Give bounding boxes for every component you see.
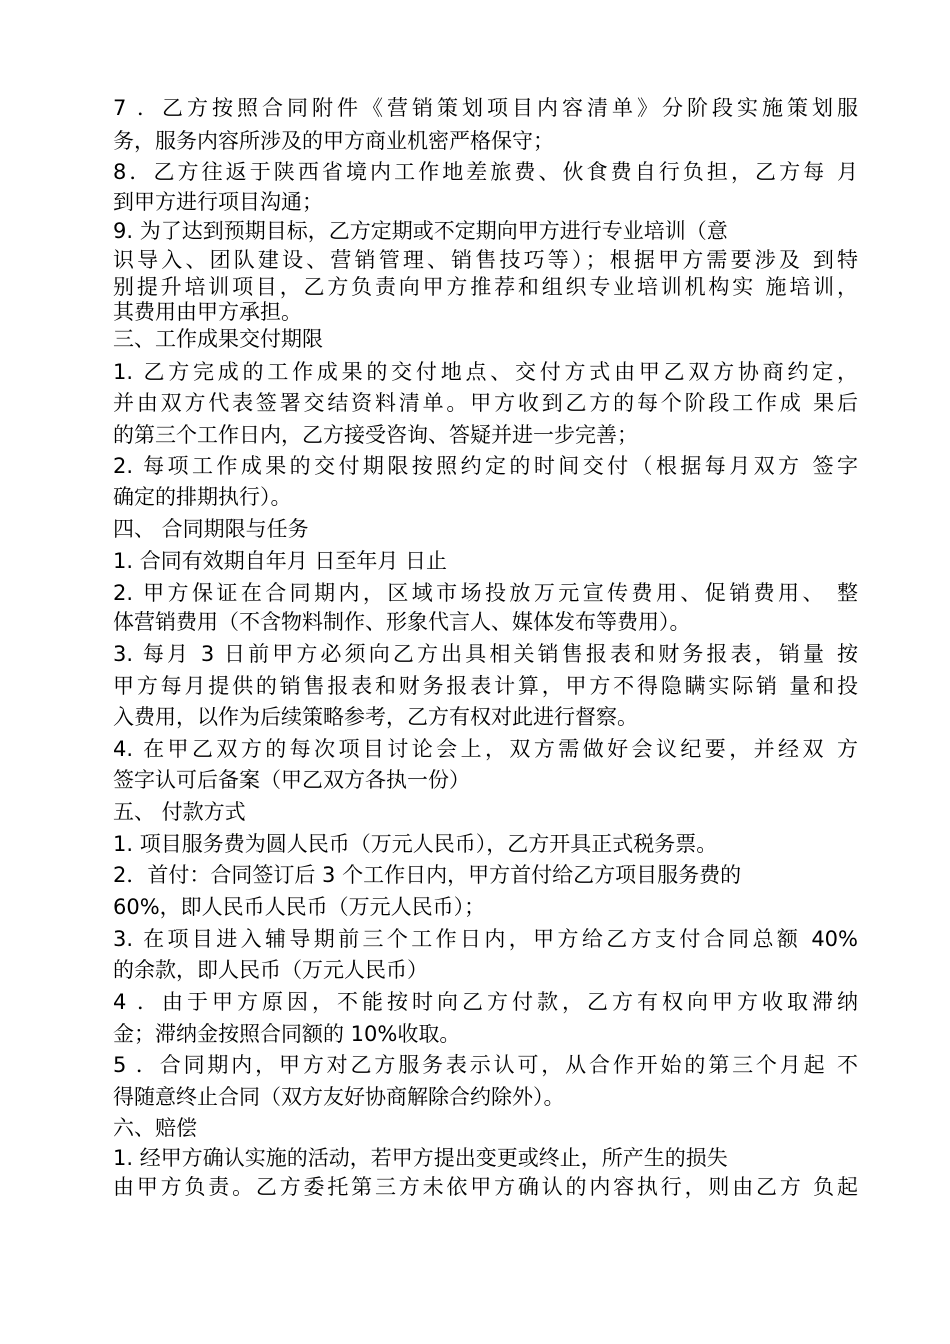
- text-line: 9. 为了达到预期目标，乙方定期或不定期向甲方进行专业培训（意: [113, 219, 728, 243]
- text-line: 金；滞纳金按照合同额的 10%收取。: [113, 1022, 461, 1046]
- text-line: 3. 每月 3 日前甲方必须向乙方出具相关销售报表和财务报表，销量 按: [113, 642, 858, 666]
- text-line: 其费用由甲方承担。: [113, 300, 302, 324]
- text-line: 2. 甲方保证在合同期内，区域市场投放万元宣传费用、促销费用、 整: [113, 581, 858, 605]
- text-line: 4. 在甲乙双方的每次项目讨论会上，双方需做好会议纪要，并经双 方: [113, 737, 858, 761]
- section-heading: 四、 合同期限与任务: [113, 517, 309, 541]
- text-line: 7 ．乙方按照合同附件《营销策划项目内容清单》分阶段实施策划服: [113, 96, 858, 120]
- text-line: 2. 每项工作成果的交付期限按照约定的时间交付（根据每月双方 签字: [113, 454, 858, 478]
- text-line: 5 ．合同期内，甲方对乙方服务表示认可，从合作开始的第三个月起 不: [113, 1053, 858, 1077]
- text-line: 的余款，即人民币（万元人民币）: [113, 958, 428, 982]
- text-line: 确定的排期执行）。: [113, 485, 292, 509]
- text-line: 8．乙方往返于陕西省境内工作地差旅费、伙食费自行负担，乙方每 月: [113, 160, 858, 184]
- text-line: 并由双方代表签署交结资料清单。甲方收到乙方的每个阶段工作成 果后: [113, 391, 858, 415]
- text-line: 体营销费用（不含物料制作、形象代言人、媒体发布等费用）。: [113, 610, 691, 634]
- text-line: 别提升培训项目，乙方负责向甲方推荐和组织专业培训机构实 施培训，: [113, 275, 858, 299]
- text-line: 1. 合同有效期自年月 日至年月 日止: [113, 549, 448, 573]
- text-line: 60%，即人民币人民币（万元人民币）；: [113, 895, 486, 919]
- text-line: 甲方每月提供的销售报表和财务报表计算，甲方不得隐瞒实际销 量和投: [113, 674, 858, 698]
- text-line: 的第三个工作日内，乙方接受咨询、答疑并进一步完善；: [113, 423, 638, 447]
- text-line: 1. 经甲方确认实施的活动，若甲方提出变更或终止，所产生的损失: [113, 1146, 728, 1170]
- text-line: 4 ．由于甲方原因，不能按时向乙方付款，乙方有权向甲方收取滞纳: [113, 990, 858, 1014]
- text-line: 入费用，以作为后续策略参考，乙方有权对此进行督察。: [113, 705, 638, 729]
- text-line: 3. 在项目进入辅导期前三个工作日内，甲方给乙方支付合同总额 40%: [113, 927, 858, 951]
- text-line: 1. 项目服务费为圆人民币（万元人民币），乙方开具正式税务票。: [113, 832, 718, 856]
- text-line: 2．首付：合同签订后 3 个工作日内，甲方首付给乙方项目服务费的: [113, 863, 742, 887]
- text-line: 识导入、团队建设、营销管理、销售技巧等）；根据甲方需要涉及 到特: [113, 248, 858, 272]
- text-line: 到甲方进行项目沟通；: [113, 190, 323, 214]
- text-line: 由甲方负责。乙方委托第三方未依甲方确认的内容执行，则由乙方 负起: [113, 1175, 858, 1199]
- text-line: 务，服务内容所涉及的甲方商业机密严格保守；: [113, 129, 554, 153]
- text-line: 得随意终止合同（双方友好协商解除合约除外）。: [113, 1085, 565, 1109]
- text-line: 1. 乙方完成的工作成果的交付地点、交付方式由甲乙双方协商约定，: [113, 360, 858, 384]
- section-heading: 五、 付款方式: [113, 800, 246, 824]
- section-heading: 三、工作成果交付期限: [113, 327, 323, 351]
- section-heading: 六、赔偿: [113, 1116, 197, 1140]
- text-line: 签字认可后备案（甲乙双方各执一份）: [113, 768, 470, 792]
